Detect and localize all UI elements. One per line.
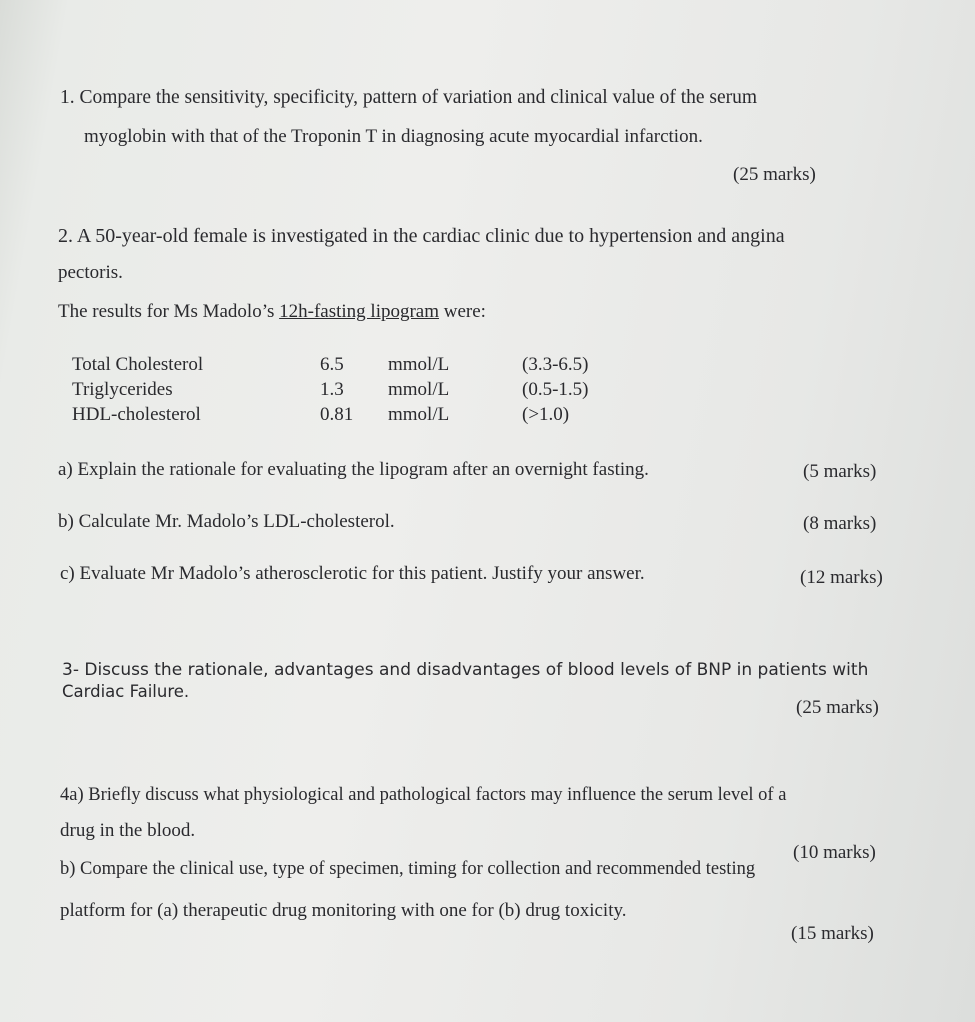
- lipogram-table: [72, 352, 632, 427]
- lipogram-row: [72, 402, 632, 427]
- q3-marks: (25 marks): [796, 697, 879, 718]
- lipid-name: Total Cholesterol: [72, 354, 204, 375]
- lipid-name: Triglycerides: [72, 379, 173, 400]
- lipid-unit: mmol/L: [388, 404, 450, 425]
- q4b-line-2: platform for (a) therapeutic drug monitoring with one for (b) drug toxicity.: [60, 900, 627, 921]
- lipid-reference-range: (>1.0): [522, 404, 570, 425]
- q1-line-1: 1. Compare the sensitivity, specificity, pattern of variation and clinical value of the serum: [60, 87, 758, 108]
- q2b-marks: (8 marks): [803, 513, 877, 534]
- lipid-value: 6.5: [320, 354, 344, 375]
- lipogram-row: [72, 377, 632, 402]
- lipid-unit: mmol/L: [388, 354, 450, 375]
- q2a-marks: (5 marks): [803, 461, 877, 482]
- q2c-marks: (12 marks): [800, 567, 883, 588]
- q4a-line-1: 4a) Briefly discuss what physiological and pathological factors may influence the serum level of a: [60, 785, 787, 805]
- results-suffix: were:: [439, 301, 486, 322]
- q2-line-2: pectoris.: [58, 262, 123, 283]
- results-underlined: 12h-fasting lipogram: [279, 301, 440, 322]
- q4a-line-2: drug in the blood.: [60, 820, 196, 841]
- q2b-text: b) Calculate Mr. Madolo’s LDL-cholesterol.: [58, 511, 395, 532]
- results-prefix: The results for Ms Madolo’s: [58, 301, 280, 322]
- lipid-reference-range: (0.5-1.5): [522, 379, 589, 400]
- q1-line-2: myoglobin with that of the Troponin T in diagnosing acute myocardial infarction.: [84, 126, 703, 147]
- q4b-marks: (15 marks): [791, 923, 874, 944]
- lipid-value: 1.3: [320, 379, 344, 400]
- q3-line-2: Cardiac Failure.: [62, 682, 190, 701]
- q4a-marks: (10 marks): [793, 842, 876, 863]
- q2a-text: a) Explain the rationale for evaluating the lipogram after an overnight fasting.: [58, 459, 649, 480]
- lipid-reference-range: (3.3-6.5): [522, 354, 589, 375]
- lipid-value: 0.81: [320, 404, 354, 425]
- q4b-line-1: b) Compare the clinical use, type of specimen, timing for collection and recommended testing: [60, 859, 756, 879]
- lipid-unit: mmol/L: [388, 379, 450, 400]
- q3-line-1: 3- Discuss the rationale, advantages and disadvantages of blood levels of BNP in patients with: [62, 660, 869, 680]
- lipogram-row: [72, 352, 632, 377]
- q2-line-1: 2. A 50-year-old female is investigated in the cardiac clinic due to hypertension and angina: [58, 225, 785, 247]
- lipid-name: HDL-cholesterol: [72, 404, 201, 425]
- q2-results-intro: [58, 302, 486, 321]
- q1-marks: (25 marks): [733, 164, 816, 185]
- q2c-text: c) Evaluate Mr Madolo’s atherosclerotic for this patient. Justify your answer.: [60, 563, 645, 584]
